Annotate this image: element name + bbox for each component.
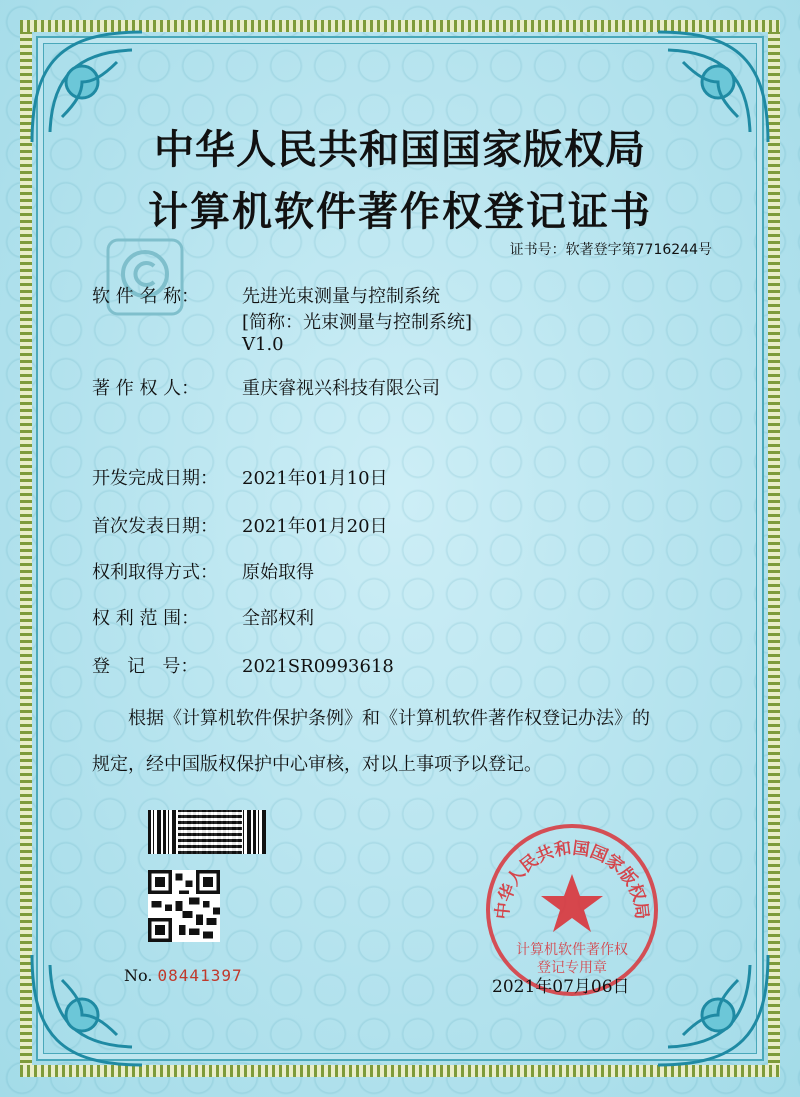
scope-label: 权 利 范 围：: [92, 608, 200, 629]
barcode-icon: [148, 810, 266, 854]
owner-row: [92, 374, 440, 400]
software-version: V1.0: [242, 334, 284, 355]
seal-outer-text: 中华人民共和国国家版权局: [492, 838, 652, 921]
scope-value: 全部权利: [242, 608, 314, 629]
owner-label: 著 作 权 人：: [92, 378, 200, 399]
acquire-row: [92, 558, 314, 584]
statement-line-1: 根据《计算机软件保护条例》和《计算机软件著作权登记办法》的: [128, 708, 650, 729]
pub-date-row: [92, 512, 388, 538]
seal-star-icon: [541, 874, 603, 932]
serial-number-label: No.: [124, 966, 153, 985]
corner-ornament-bottom-left: [22, 945, 152, 1075]
issuer-title: 中华人民共和国国家版权局: [154, 127, 646, 173]
software-name-value: 先进光束测量与控制系统: [242, 286, 440, 307]
seal-inner-line-2: 登记专用章: [537, 960, 607, 976]
certificate-number: 证书号：软著登字第7716244号: [509, 242, 712, 258]
software-short-name: [简称：光束测量与控制系统]: [242, 312, 473, 333]
acquire-label: 权利取得方式：: [92, 562, 218, 583]
serial-number: [124, 966, 243, 985]
software-name-label: 软 件 名 称：: [92, 286, 200, 307]
issue-date: 2021年07月06日: [492, 977, 630, 997]
dev-date-value: 2021年01月10日: [242, 468, 388, 489]
certificate-title: 计算机软件著作权登记证书: [148, 189, 652, 235]
serial-number-value: 08441397: [157, 966, 243, 985]
scope-row: [92, 604, 314, 630]
owner-value: 重庆睿视兴科技有限公司: [242, 378, 440, 399]
dev-date-label: 开发完成日期：: [92, 468, 218, 489]
reg-no-label: 登 记 号：: [92, 656, 199, 677]
corner-ornament-bottom-right: [648, 945, 778, 1075]
seal-inner-line-1: 计算机软件著作权: [516, 942, 628, 958]
reg-no-value: 2021SR0993618: [242, 656, 394, 677]
acquire-value: 原始取得: [242, 562, 314, 583]
pub-date-label: 首次发表日期：: [92, 516, 218, 537]
pub-date-value: 2021年01月20日: [242, 516, 388, 537]
qr-code-icon: [148, 870, 220, 942]
reg-no-row: [92, 652, 394, 678]
software-name-row: [92, 282, 440, 308]
statement-line-2: 规定，经中国版权保护中心审核，对以上事项予以登记。: [92, 754, 542, 775]
dev-date-row: [92, 464, 388, 490]
